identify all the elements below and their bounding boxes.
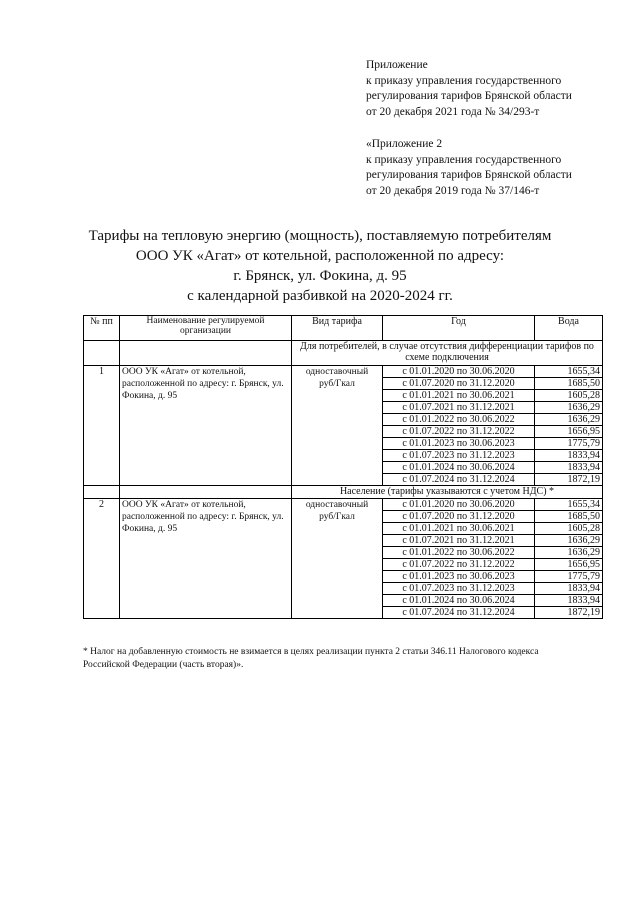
period-cell: с 01.01.2024 по 30.06.2024 (383, 462, 535, 474)
tariff-table (83, 315, 603, 619)
water-value: 1605,28 (535, 523, 603, 535)
appendix-line: от 20 декабря 2019 года № 37/146-т (366, 184, 540, 197)
appendix-line: регулирования тарифов Брянской области (366, 90, 572, 102)
period-cell: с 01.01.2020 по 30.06.2020 (383, 366, 535, 378)
appendix-line: «Приложение 2 (366, 138, 443, 150)
header-tariff-type: Вид тарифа (292, 316, 383, 341)
period-cell: с 01.01.2024 по 30.06.2024 (383, 595, 535, 607)
footnote-line: Российской Федерации (часть вторая)». (83, 660, 244, 670)
table-header-row (84, 316, 603, 341)
appendix-line: от 20 декабря 2021 года № 34/293-т (366, 105, 540, 118)
water-value: 1636,29 (535, 414, 603, 426)
period-cell: с 01.07.2024 по 31.12.2024 (383, 474, 535, 486)
org-name: ООО УК «Агат» от котельной, расположенной по адресу: г. Брянск, ул. Фокина, д. 95 (120, 366, 292, 486)
header-water: Вода (535, 316, 603, 341)
period-cell: с 01.07.2023 по 31.12.2023 (383, 583, 535, 595)
water-value: 1655,34 (535, 499, 603, 511)
period-cell: с 01.07.2020 по 31.12.2020 (383, 378, 535, 390)
appendix-line: к приказу управления государственного (366, 74, 562, 87)
tariff-unit: руб/Гкал (319, 379, 355, 389)
period-cell: с 01.01.2020 по 30.06.2020 (383, 499, 535, 511)
water-value: 1656,95 (535, 559, 603, 571)
title-line: ООО УК «Агат» от котельной, расположенной по адресу: (135, 248, 505, 264)
tariff-kind: одноставочный (305, 500, 369, 510)
water-value: 1605,28 (535, 390, 603, 402)
period-cell: с 01.01.2021 по 30.06.2021 (383, 390, 535, 402)
water-value: 1775,79 (535, 571, 603, 583)
appendix-header-current (366, 58, 572, 120)
water-value: 1656,95 (535, 426, 603, 438)
period-cell: с 01.01.2022 по 30.06.2022 (383, 414, 535, 426)
period-cell: с 01.01.2023 по 30.06.2023 (383, 571, 535, 583)
water-value: 1636,29 (535, 547, 603, 559)
org-name: ООО УК «Агат» от котельной, расположенной по адресу: г. Брянск, ул. Фокина, д. 95 (120, 499, 292, 619)
row-number: 1 (84, 366, 120, 486)
water-value: 1655,34 (535, 366, 603, 378)
document-title (0, 226, 640, 306)
period-cell: с 01.01.2021 по 30.06.2021 (383, 523, 535, 535)
water-value: 1685,50 (535, 511, 603, 523)
appendix-line: к приказу управления государственного (366, 153, 562, 166)
water-value: 1833,94 (535, 595, 603, 607)
water-value: 1833,94 (535, 450, 603, 462)
title-line: Тарифы на тепловую энергию (мощность), поставляемую потребителям (88, 228, 552, 244)
period-cell: с 01.01.2023 по 30.06.2023 (383, 438, 535, 450)
category-label: Для потребителей, в случае отсутствия дифференциации тарифов по схеме подключения (292, 341, 603, 366)
period-cell: с 01.07.2024 по 31.12.2024 (383, 607, 535, 619)
water-value: 1636,29 (535, 402, 603, 414)
category-label: Население (тарифы указываются с учетом НДС) * (292, 486, 603, 499)
period-cell: с 01.07.2022 по 31.12.2022 (383, 559, 535, 571)
footnote-line: * Налог на добавленную стоимость не взимается в целях реализации пункта 2 статьи 346.11 Налогового кодекса (83, 647, 539, 657)
period-cell: с 01.07.2023 по 31.12.2023 (383, 450, 535, 462)
category-row (84, 341, 603, 366)
table-row (84, 499, 603, 511)
title-line: г. Брянск, ул. Фокина, д. 95 (233, 268, 407, 284)
water-value: 1636,29 (535, 535, 603, 547)
header-num: № пп (84, 316, 120, 341)
tariff-type-cell (292, 499, 383, 619)
appendix-line: Приложение (366, 59, 428, 71)
table-row (84, 366, 603, 378)
title-line: с календарной разбивкой на 2020-2024 гг. (187, 288, 453, 304)
row-number: 2 (84, 499, 120, 619)
water-value: 1872,19 (535, 607, 603, 619)
footnote (83, 646, 603, 672)
header-year: Год (383, 316, 535, 341)
water-value: 1833,94 (535, 462, 603, 474)
water-value: 1685,50 (535, 378, 603, 390)
appendix-header-original (366, 137, 572, 199)
period-cell: с 01.07.2021 по 31.12.2021 (383, 535, 535, 547)
water-value: 1833,94 (535, 583, 603, 595)
water-value: 1775,79 (535, 438, 603, 450)
period-cell: с 01.07.2022 по 31.12.2022 (383, 426, 535, 438)
category-row (84, 486, 603, 499)
appendix-line: регулирования тарифов Брянской области (366, 169, 572, 181)
tariff-unit: руб/Гкал (319, 512, 355, 522)
period-cell: с 01.01.2022 по 30.06.2022 (383, 547, 535, 559)
water-value: 1872,19 (535, 474, 603, 486)
period-cell: с 01.07.2020 по 31.12.2020 (383, 511, 535, 523)
tariff-type-cell (292, 366, 383, 486)
header-org: Наименование регулируемой организации (120, 316, 292, 341)
tariff-kind: одноставочный (305, 367, 369, 377)
period-cell: с 01.07.2021 по 31.12.2021 (383, 402, 535, 414)
